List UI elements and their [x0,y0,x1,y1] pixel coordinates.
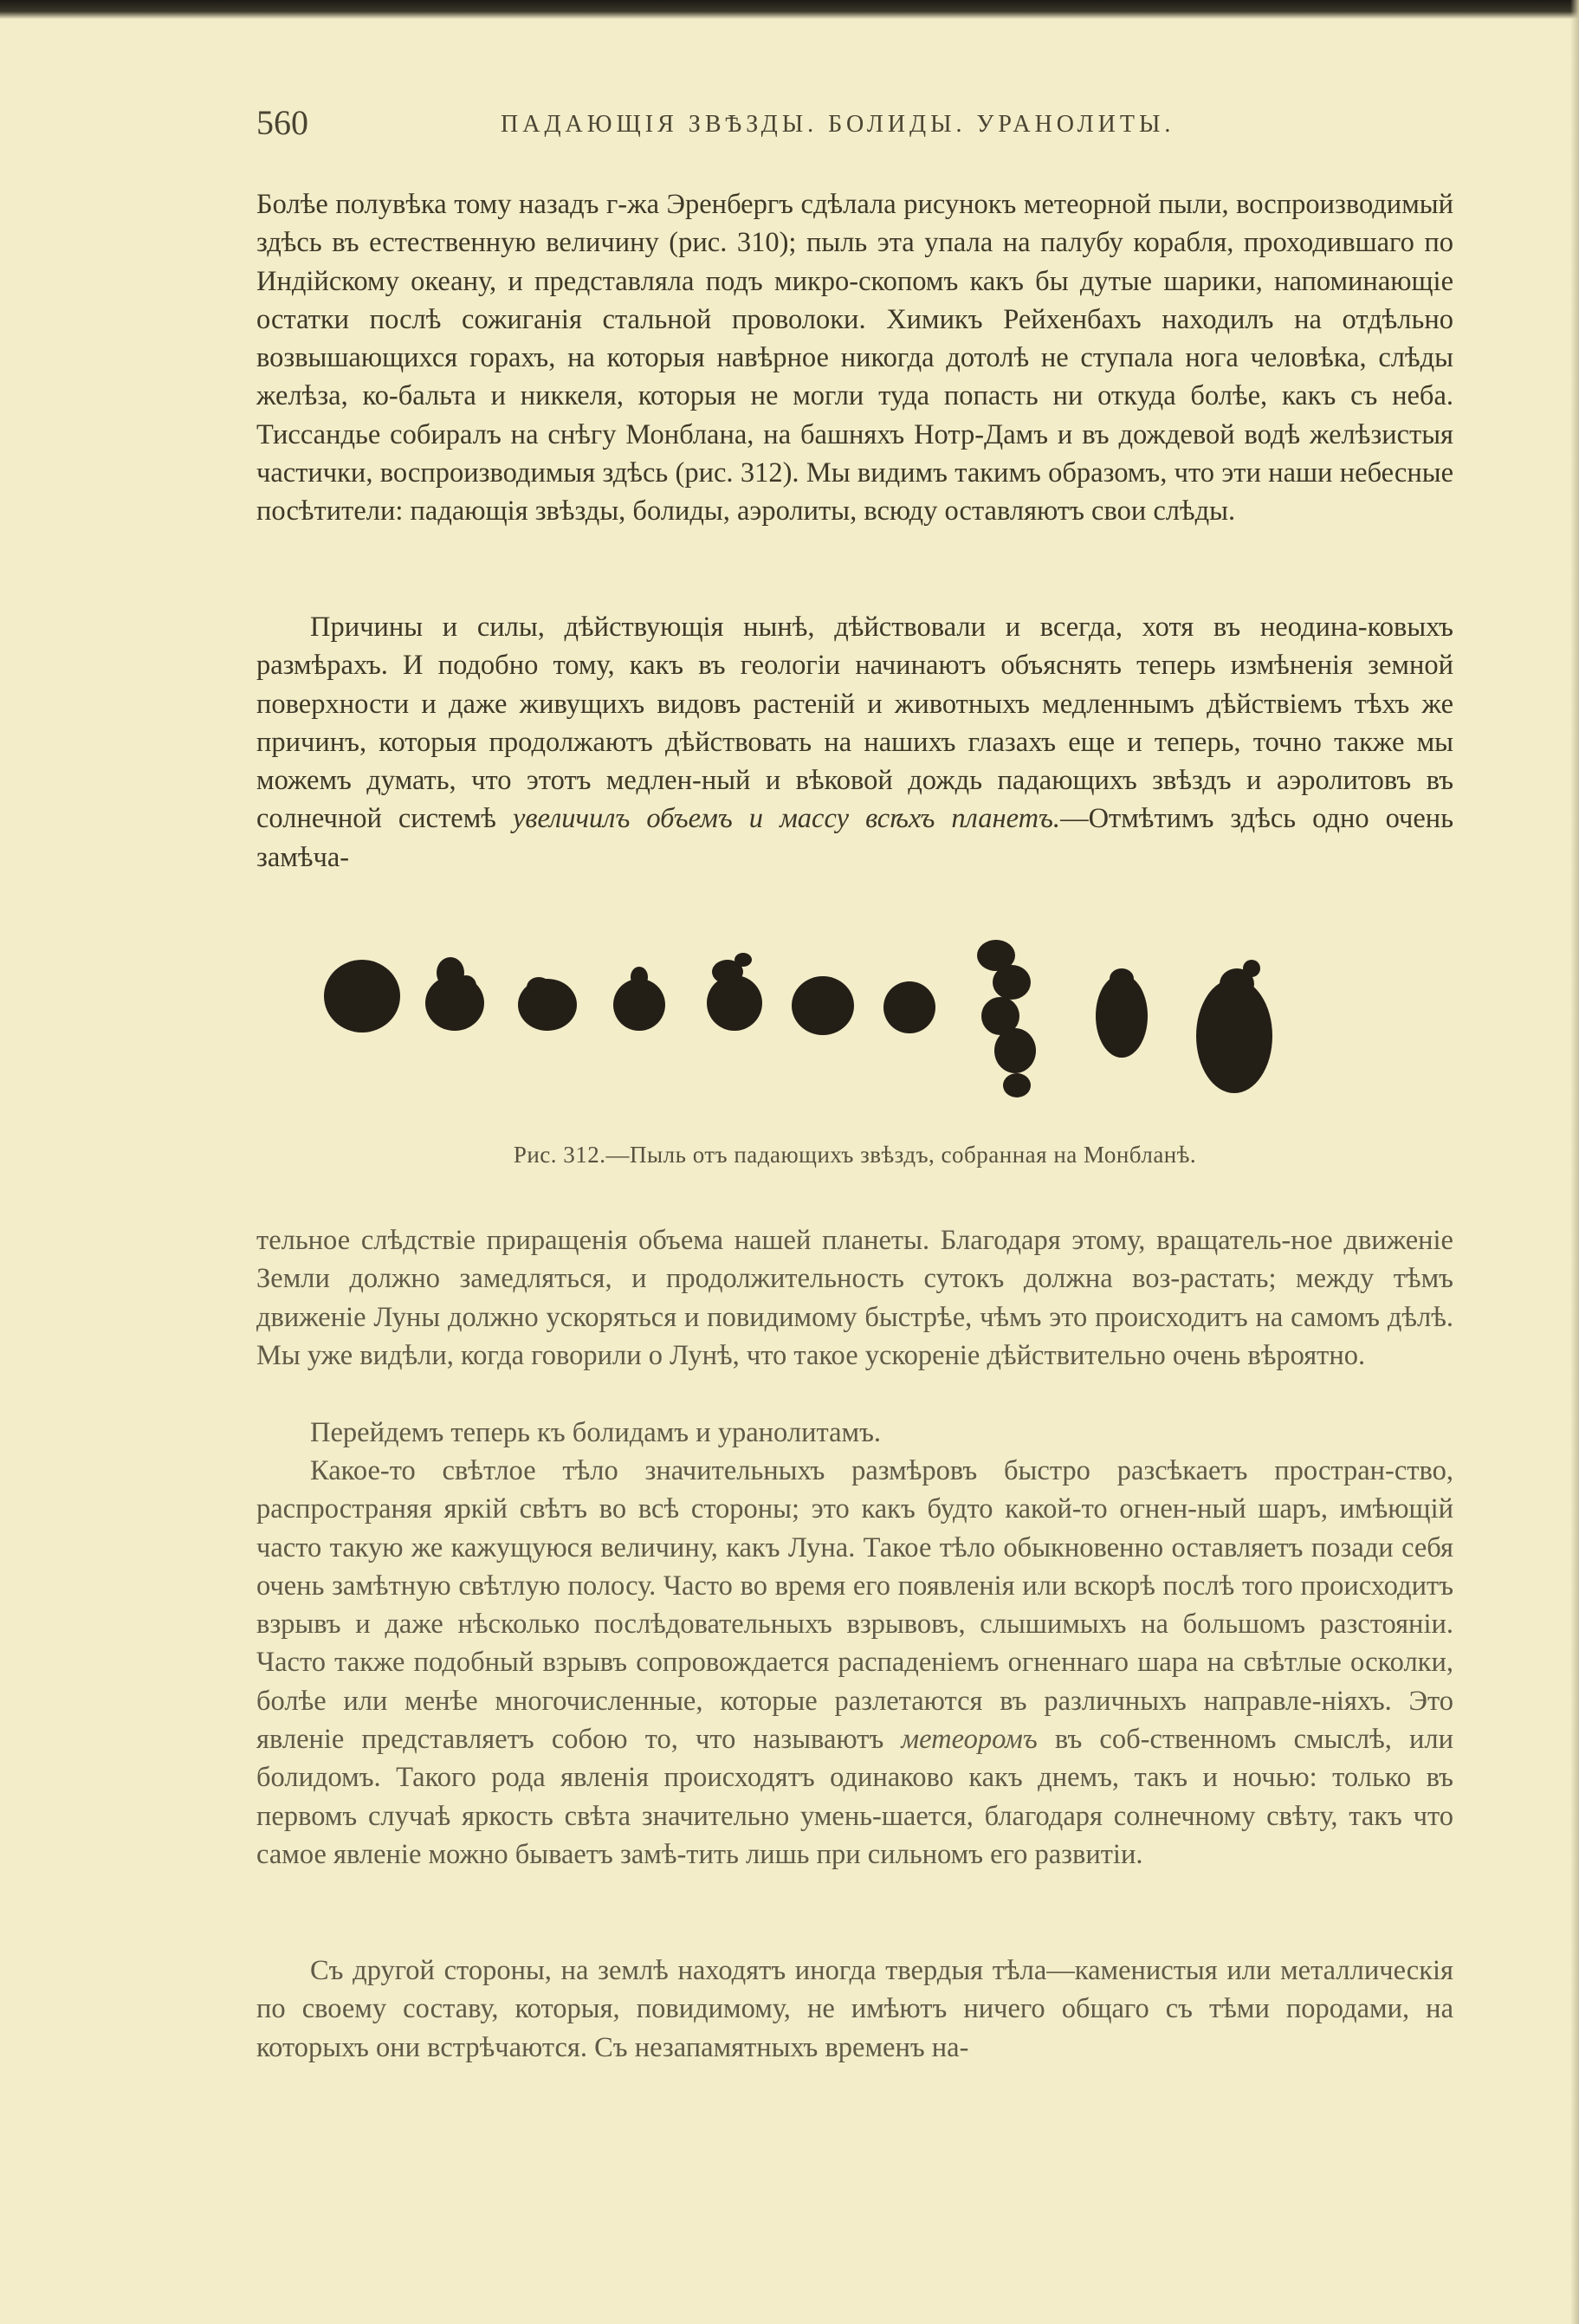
page-number: 560 [256,103,308,142]
dust-particle-5 [707,953,762,1031]
paragraph-2-text: Причины и силы, дѣйствующія нынѣ, дѣйствовали и всегда, хотя въ неодина-ковыхъ размѣрахъ. И подобно тому, какъ въ геологіи начинаютъ объяснять теперь измѣненія земной поверхности и даже живущихъ видовъ растеній и животныхъ медленнымъ дѣйствіемъ тѣхъ же причинъ, которыя продолжаютъ дѣйствовать на нашихъ глазахъ еще и теперь, точно также мы можемъ думать, что этотъ медлен-ный и вѣковой дождь падающихъ звѣздъ и аэролитовъ въ солнечной системѣ [256,612,1453,835]
dust-particle-1 [324,960,400,1033]
paragraph-1: Болѣе полувѣка тому назадъ г-жа Эренбергъ сдѣлала рисунокъ метеорной пыли, воспроизводимый здѣсь въ естественную величину (рис. 310); пыль эта упала на палубу корабля, проходившаго по Индійскому океану, и представляла подъ микро-скопомъ какъ бы дутые шарики, напоминающіе остатки послѣ сожиганія стальной проволоки. Химикъ Рейхенбахъ находилъ на отдѣльно возвышающихся горахъ, на которыя навѣрное никогда дотолѣ не ступала нога человѣка, слѣды желѣза, ко-бальта и никкеля, которыя не могли туда попасть ни откуда болѣе, какъ съ неба. Тиссандье собиралъ на снѣгу Монблана, на башняхъ Нотр-Дамъ и въ дождевой водѣ желѣзистыя частички, воспроизводимыя здѣсь (рис. 312). Мы видимъ такимъ образомъ, что эти наши небесные посѣтители: падающія звѣзды, болиды, аэролиты, всюду оставляютъ свои слѣды. [256,189,1453,528]
paragraph-5-italic: метеоромъ [901,1724,1038,1756]
paragraph-2 [256,608,1453,877]
dust-particle-7 [883,981,935,1033]
dust-particle-4 [613,967,665,1031]
paragraph-5-text-b: въ соб-ственномъ смыслѣ, или болидомъ. Такого рода явленія происходятъ одинаково какъ днемъ, такъ и ночью: только въ первомъ случаѣ яркость свѣта значительно умень-шается, благодаря солнечному свѣту, такъ что самое явленіе можно бываетъ замѣ-тить лишь при сильномъ его развитіи. [256,1724,1454,1870]
dust-particle-3 [518,977,577,1031]
dust-particles-illustration [312,934,1403,1124]
figure-312 [312,934,1403,1124]
page-right-edge [1570,0,1579,2324]
paragraph-5 [256,1452,1453,1874]
paragraph-6: Съ другой стороны, на землѣ находятъ иногда твердыя тѣла—каменистыя или металлическія по своему составу, которыя, повидимому, не имѣютъ ничего общаго съ тѣми породами, на которыхъ они встрѣчаются. Съ незапамятныхъ временъ на- [256,1955,1453,2063]
dust-particle-2 [425,957,484,1031]
dust-particle-8 [977,940,1036,1097]
page-header [256,102,1452,154]
page-top-edge [0,0,1579,19]
dust-particle-10 [1196,960,1272,1093]
paragraph-5-text-a: Какое-то свѣтлое тѣло значительныхъ размѣровъ быстро разсѣкаетъ простран-ство, распространяя яркій свѣтъ во всѣ стороны; это какъ будто какой-то огнен-ный шаръ, имѣющій часто такую же кажущуюся величину, какъ Луна. Такое тѣло обыкновенно оставляетъ позади себя очень замѣтную свѣтлую полосу. Часто во время его появленія или вскорѣ послѣ того происходитъ взрывъ и даже нѣсколько послѣдовательныхъ взрывовъ, слышимыхъ на большомъ разстояніи. Часто также подобный взрывъ сопровождается распаденіемъ огненнаго шара на свѣтлые осколки, болѣе или менѣе многочисленные, которые разлетаются въ различныхъ направле-ніяхъ. Это явленіе представляетъ собою то, что называютъ [256,1455,1453,1756]
paragraph-2-italic: увеличилъ объемъ и массу всѣхъ планетъ. [512,803,1061,835]
paragraph-2-tail: —Отмѣтимъ здѣсь одно очень замѣча- [256,803,1454,873]
figure-caption: Рис. 312.—Пыль отъ падающихъ звѣздъ, собранная на Монбланѣ. [513,1142,1197,1168]
running-head: ПАДАЮЩІЯ ЗВѢЗДЫ. БОЛИДЫ. УРАНОЛИТЫ. [501,111,1175,138]
paragraph-4: Перейдемъ теперь къ болидамъ и уранолитамъ. [310,1417,881,1448]
dust-particle-6 [792,976,854,1035]
dust-particle-9 [1096,968,1148,1058]
paragraph-3: тельное слѣдствіе приращенія объема нашей планеты. Благодаря этому, вращатель-ное движеніе Земли должно замедляться, и продолжительность сутокъ должна воз-растать; между тѣмъ движеніе Луны должно ускоряться и повидимому быстрѣе, чѣмъ это происходитъ на самомъ дѣлѣ. Мы уже видѣли, когда говорили о Лунѣ, что такое ускореніе дѣйствительно очень вѣроятно. [256,1225,1453,1371]
